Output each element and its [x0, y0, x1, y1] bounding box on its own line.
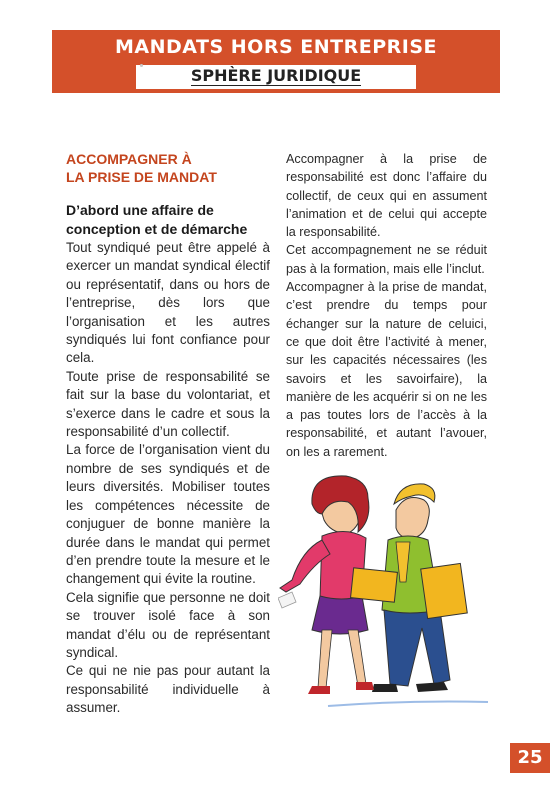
left-column — [66, 150, 270, 718]
paragraph: Toute prise de responsabilité se fait sur la base du volontariat, et s’exerce dans le cadre et sous la responsabilité d’un collectif. — [66, 368, 270, 440]
subheading: D’abord une affaire de conception et de démarche — [66, 202, 248, 237]
right-column — [286, 150, 487, 461]
walking-people-illustration — [278, 470, 500, 715]
section-heading-line1: ACCOMPAGNER À — [66, 151, 192, 167]
paragraph: Cet accompagnement ne se réduit pas à la formation, mais elle l’inclut. — [286, 243, 487, 276]
section-heading — [66, 150, 270, 186]
paragraph: Tout syndiqué peut être appelé à exercer un mandat syndical électif ou représentatif, dans ou hors de l’entreprise, dès lors que l’organisation et les autres syndiqués lui font confiance pour cela. — [66, 240, 270, 366]
paragraph: Cela signifie que personne ne doit se trouver isolé face à son mandat d’élu ou de représentant syndical. — [66, 589, 270, 660]
header-banner — [52, 30, 500, 93]
paragraph: La force de l’organisation vient du nombre de ses syndiqués et de leurs diversités. Mobiliser toutes les compétences nécessite de conjuguer de bonne manière la durée dans le mandat qui permet d’en prendre toute la mesure et le changement qui évite la routine. — [66, 442, 270, 587]
paragraph: Accompagner à la prise de mandat, c’est prendre du temps pour échanger sur la nature de celuici, ce que doit être l’activité à mener, sur les capacités nécessaires (les savoirs et les savoirfaire), la manière de les acquérir si on ne les a pas toutes lors de l’accès à la responsabilité, et autant l’avouer, on les a rarement. — [286, 280, 487, 459]
section-heading-line2: LA PRISE DE MANDAT — [66, 169, 217, 185]
page-subtitle: SPHÈRE JURIDIQUE — [190, 66, 362, 85]
woman-figure — [278, 476, 397, 694]
paragraph: Ce qui ne nie pas pour autant la responsabilité individuelle à assumer. — [66, 663, 270, 716]
paragraph: Accompagner à la prise de responsabilité est donc l’affaire du collectif, de ceux qui en assument l’animation et de celui qui accepte la responsabilité. — [286, 152, 487, 240]
subtitle-box — [136, 65, 416, 89]
page-number: 25 — [510, 743, 550, 773]
page-title: MANDATS HORS ENTREPRISE — [115, 36, 437, 58]
print-speck — [140, 64, 143, 67]
